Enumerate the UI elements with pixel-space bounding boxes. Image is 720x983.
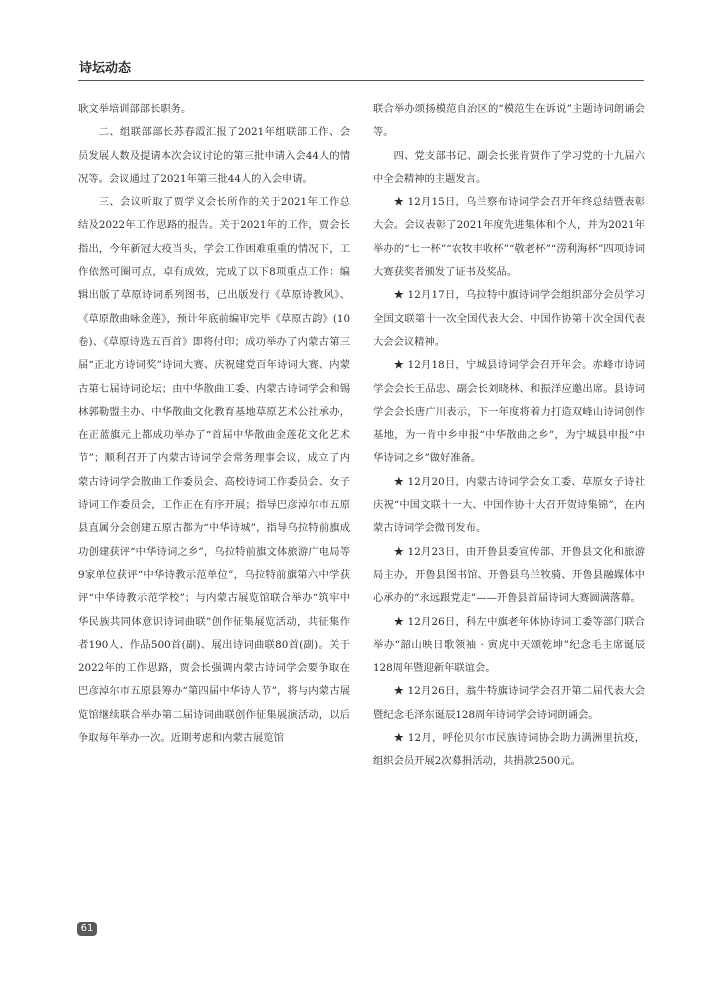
left-column <box>78 98 350 750</box>
news-item: ★ 12月23日，由开鲁县委宣传部、开鲁县文化和旅游局主办，开鲁县图书馆、开鲁县乌兰牧骑、开鲁县融媒体中心承办的“永远跟党走”——开鲁县首届诗词大赛圆满落幕。 <box>373 545 645 605</box>
right-column <box>373 98 645 774</box>
paragraph: 四、党支部书记、副会长张肯贤作了学习党的十九届六中全会精神的主题发言。 <box>373 149 645 185</box>
news-item: ★ 12月17日，乌拉特中旗诗词学会组织部分会员学习全国文联第十一次全国代表大会、中国作协第十次全国代表大会会议精神。 <box>373 289 645 348</box>
page-number-badge: 61 <box>77 922 97 936</box>
paragraph: 三、会议听取了贾学义会长所作的关于2021年工作总结及2022年工作思路的报告。关于2021年的工作，贾会长指出，今年新冠大疫当头，学会工作困难重重的情况下，工作依然可圈可点，卓有成效，完成了以下8项重点工作：编辑出版了草原诗词系列图书，已出版发行《草原诗教风》、《草原散曲咏金莲》，预计年底前编审完毕《草原古韵》(10卷)、《草原诗选五百首》即将付印；成功举办了内蒙古第三届“正北方诗词奖”诗词大赛、庆祝建党百年诗词大赛、内蒙古第七届诗词论坛；由中华散曲工委、内蒙古诗词学会和锡林郭勒盟主办、中华散曲文化教育基地草原艺术公社承办，在正蓝旗元上都成功举办了“首届中华散曲金莲花文化艺术节”；顺利召开了内蒙古诗词学会常务理事会议，成立了内蒙古诗词学会散曲工作委员会、高校诗词工作委员会、女子诗词工作委员会，工作正在有序开展；指导巴彦淖尔市五原县直属分会创建五原古都为“中华诗城”，指导乌拉特前旗成功创建获评“中华诗词之乡”，乌拉特前旗文体旅游广电局等9家单位获评“中华诗教示范单位”，乌拉特前旗第六中学获评“中华诗教示范学校”；与内蒙古展览馆联合举办“筑牢中华民族共同体意识诗词曲联”创作征集展览活动，共征集作者190人、作品500首(副)、展出诗词曲联80首(副)。关于2022年的工作思路，贾会长强调内蒙古诗词学会要争取在巴彦淖尔市五原县筹办“第四届中华诗人节”，将与内蒙古展览馆继续联合举办第二届诗词曲联创作征集展演活动，以后争取每年举办一次。近期考虑和内蒙古展览馆 <box>78 196 350 745</box>
news-item: ★ 12月，呼伦贝尔市民族诗词协会助力满洲里抗疫，组织会员开展2次募捐活动，共捐款2500元。 <box>373 732 645 768</box>
section-title: 诗坛动态 <box>79 61 132 76</box>
news-item: ★ 12月26日，科左中旗老年体协诗词工委等部门联合举办“韶山映日歌领袖 · 寅虎中天颂乾坤”纪念毛主席诞辰128周年暨迎新年联谊会。 <box>373 615 645 675</box>
paragraph: 耿文举培训部部长职务。 <box>78 103 192 115</box>
paragraph: 联合举办颂扬模范自治区的“模范生在诉说”主题诗词朗诵会等。 <box>373 103 645 139</box>
news-item: ★ 12月20日，内蒙古诗词学会女工委、草原女子诗社庆祝“中国文联十一大、中国作协十大召开贺诗集锦”，在内蒙古诗词学会微刊发布。 <box>373 475 645 535</box>
page-header <box>78 61 644 81</box>
news-item: ★ 12月18日，宁城县诗词学会召开年会。赤峰市诗词学会会长王品忠、副会长刘晓林、和振洋应邀出席。县诗词学会会长唐广川表示，下一年度将着力打造双峰山诗词创作基地，为一肯中乡申报“中华散曲之乡”，为宁城县申报“中华诗词之乡”做好准备。 <box>373 359 645 465</box>
news-item: ★ 12月15日，乌兰察布诗词学会召开年终总结暨表彰大会。会议表彰了2021年度先进集体和个人，并为2021年举办的“七一杯”“农牧丰收杯”“敬老杯”“涝利海杯”四项诗词大赛获奖者颁发了证书及奖品。 <box>373 196 645 279</box>
news-item: ★ 12月26日，翁牛特旗诗词学会召开第二届代表大会暨纪念毛泽东诞辰128周年诗词学会诗词朗诵会。 <box>373 685 645 721</box>
header-divider <box>78 80 644 81</box>
paragraph: 二、组联部部长苏春霞汇报了2021年组联部工作、会员发展人数及提请本次会议讨论的第三批申请入会44人的情况等。会议通过了2021年第三批44人的入会申请。 <box>78 126 350 185</box>
